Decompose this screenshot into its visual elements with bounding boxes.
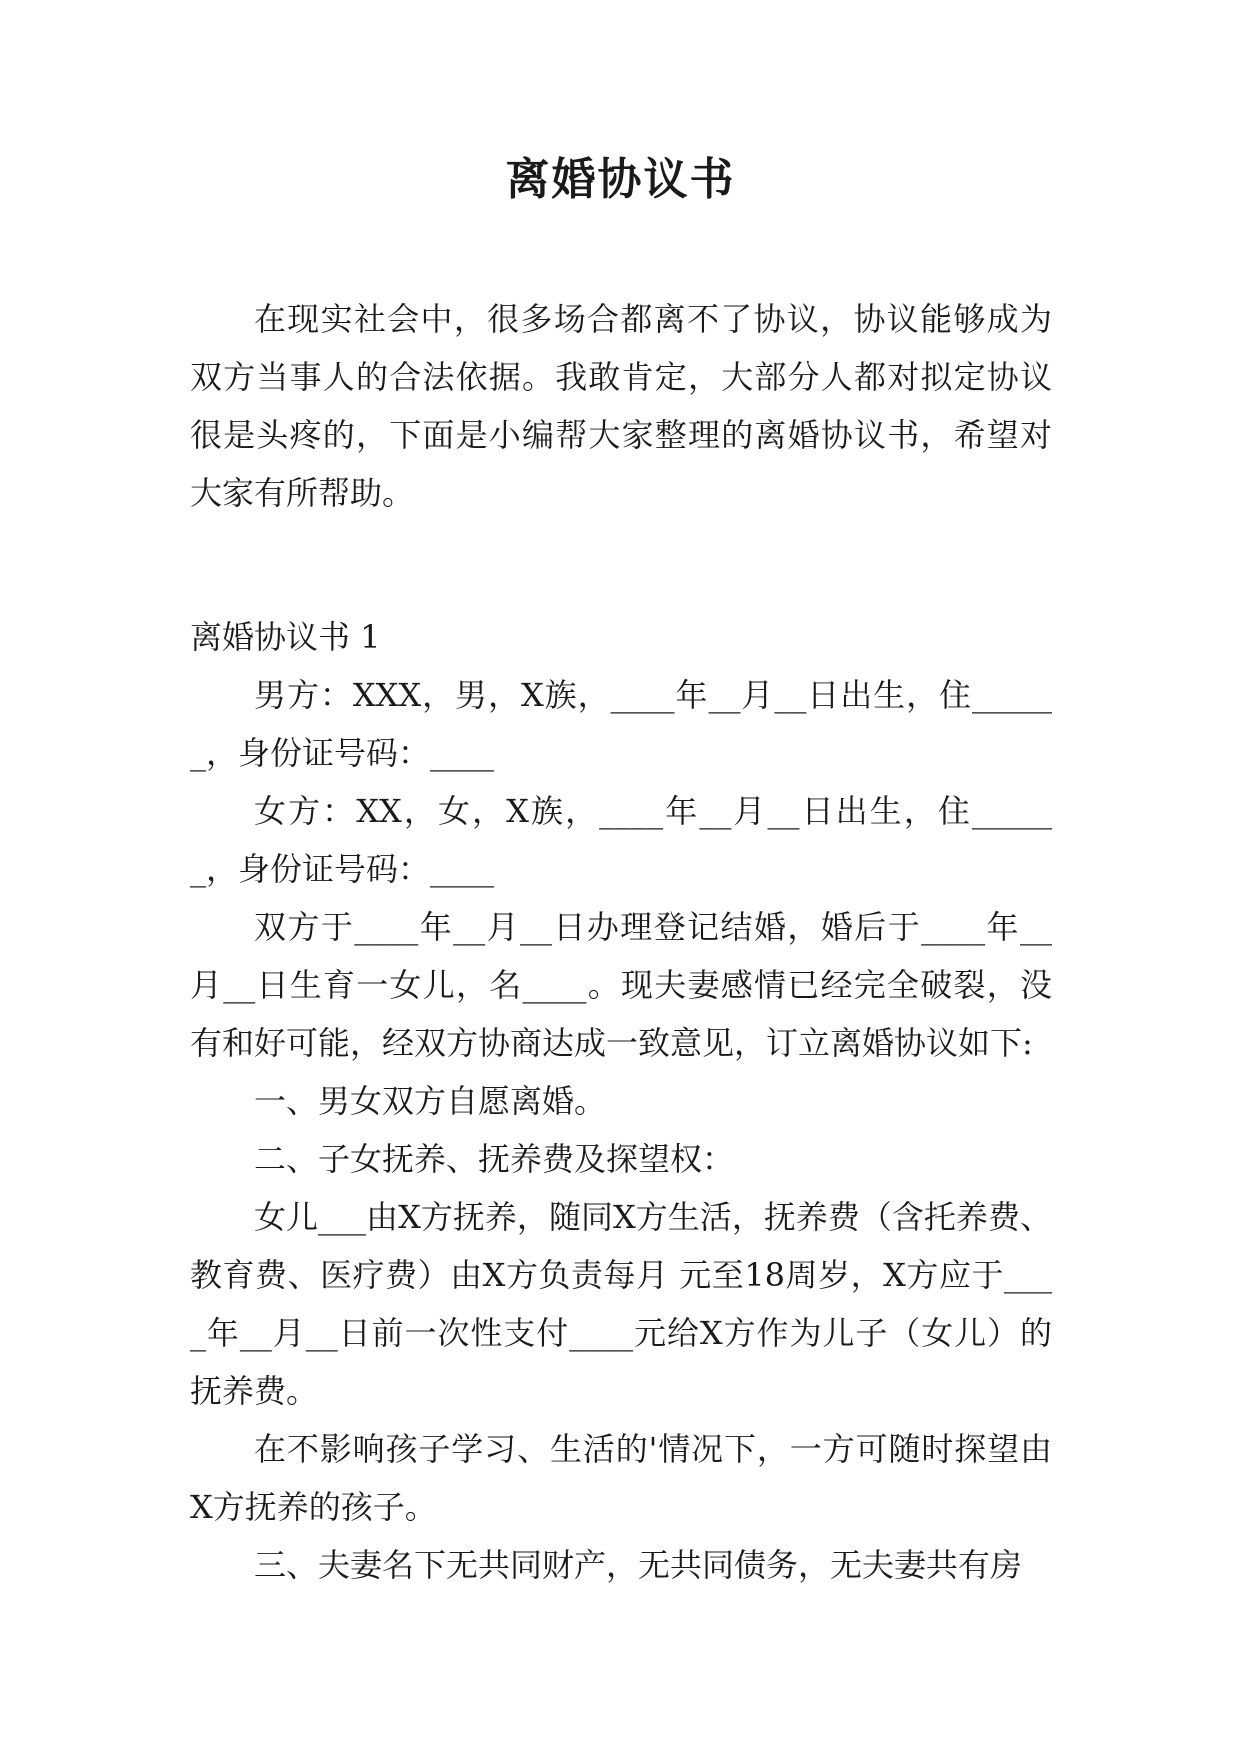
document-title: 离婚协议书: [505, 154, 736, 205]
paragraph-child-support: 女儿___由X方抚养，随同X方生活，抚养费（含托养费、教育费、医疗费）由X方负责每月 元至18周岁，X方应于____年__月__日前一次性支付____元给X方作为儿子（女儿）的抚养费。: [190, 1198, 1052, 1410]
clause-2-heading: 二、子女抚养、抚养费及探望权：: [254, 1140, 735, 1178]
clause-1: 一、男女双方自愿离婚。: [254, 1082, 607, 1120]
paragraph-male-party: 男方：XXX，男，X族，____年__月__日出生，住______，身份证号码：____: [190, 676, 1052, 772]
paragraph-female-party: 女方：XX，女，X族，____年__月__日出生，住______，身份证号码：____: [190, 792, 1052, 888]
paragraph-marriage-info: 双方于____年__月__日办理登记结婚，婚后于____年__月__日生育一女儿，名____。现夫妻感情已经完全破裂，没有和好可能，经双方协商达成一致意见，订立离婚协议如下:: [190, 908, 1052, 1062]
clause-3: 三、夫妻名下无共同财产，无共同债务，无夫妻共有房: [254, 1546, 1023, 1584]
paragraph-visitation: 在不影响孩子学习、生活的'情况下，一方可随时探望由X方抚养的孩子。: [190, 1430, 1052, 1526]
intro-paragraph: 在现实社会中，很多场合都离不了协议，协议能够成为双方当事人的合法依据。我敢肯定，大部分人都对拟定协议很是头疼的，下面是小编帮大家整理的离婚协议书，希望对大家有所帮助。: [190, 300, 1052, 512]
section-heading: 离婚协议书 1: [190, 618, 381, 656]
document-body: [190, 290, 1052, 1594]
